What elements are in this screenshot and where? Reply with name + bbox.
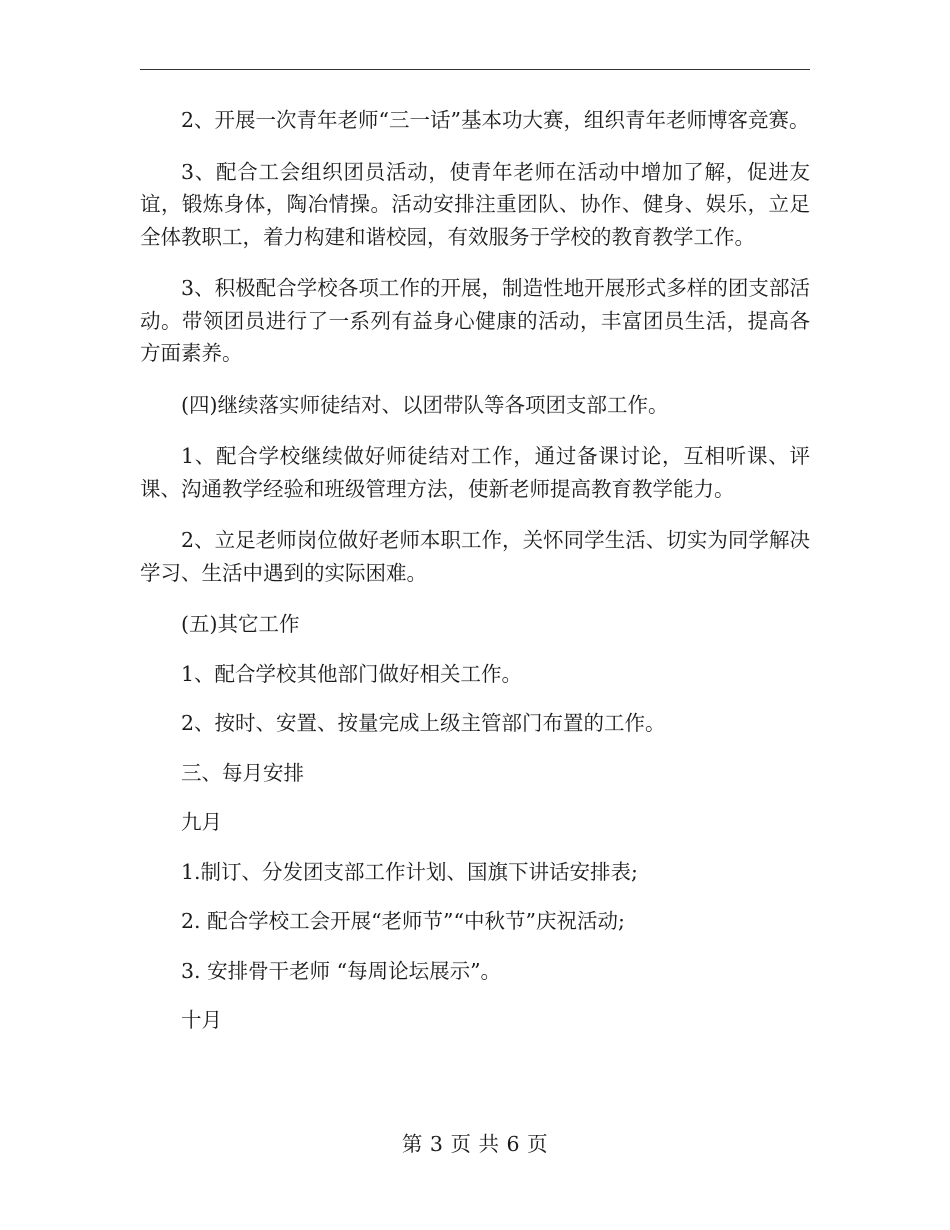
- document-body: [140, 104, 810, 1037]
- paragraph-school-cooperation: 3、积极配合学校各项工作的开展，制造性地开展形式多样的团支部活动。带领团员进行了一系列有益身心健康的活动，丰富团员生活，提高各方面素养。: [140, 276, 810, 365]
- paragraph-other-departments: 1、配合学校其他部门做好相关工作。: [181, 661, 523, 686]
- list-item-teachers-day: 2. 配合学校工会开展“老师节”“中秋节”庆祝活动;: [181, 909, 625, 933]
- paragraph-mentoring: 1、配合学校继续做好师徒结对工作，通过备课讨论，互相听课、评课、沟通教学经验和班级管理方法，使新老师提高教育教学能力。: [140, 444, 810, 501]
- section-heading-five: (五)其它工作: [181, 612, 300, 636]
- paragraph-teacher-duty: 2、立足老师岗位做好老师本职工作，关怀同学生活、切实为同学解决学习、生活中遇到的实际困难。: [140, 528, 810, 585]
- page-footer: 第 3 页 共 6 页: [401, 1132, 549, 1156]
- month-september: 九月: [181, 810, 222, 834]
- paragraph-union-activities: 3、配合工会组织团员活动，使青年老师在活动中增加了解，促进友谊，锻炼身体，陶冶情操。活动安排注重团队、协作、健身、娱乐，立足全体教职工，着力构建和谐校园，有效服务于学校的教育教学工作。: [140, 159, 810, 249]
- header-rule: [140, 69, 810, 70]
- list-item-forum: 3. 安排骨干老师 “每周论坛展示”。: [181, 958, 502, 983]
- month-october: 十月: [181, 1008, 222, 1032]
- section-heading-four: (四)继续落实师徒结对、以团带队等各项团支部工作。: [181, 392, 669, 417]
- list-item-plan: 1.制订、分发团支部工作计划、国旗下讲话安排表;: [181, 859, 638, 884]
- paragraph-superior-tasks: 2、按时、安置、按量完成上级主管部门布置的工作。: [181, 711, 666, 735]
- section-heading-monthly: 三、每月安排: [181, 760, 304, 785]
- paragraph-contest: 2、开展一次青年老师“三一话”基本功大赛，组织青年老师博客竞赛。: [181, 108, 810, 132]
